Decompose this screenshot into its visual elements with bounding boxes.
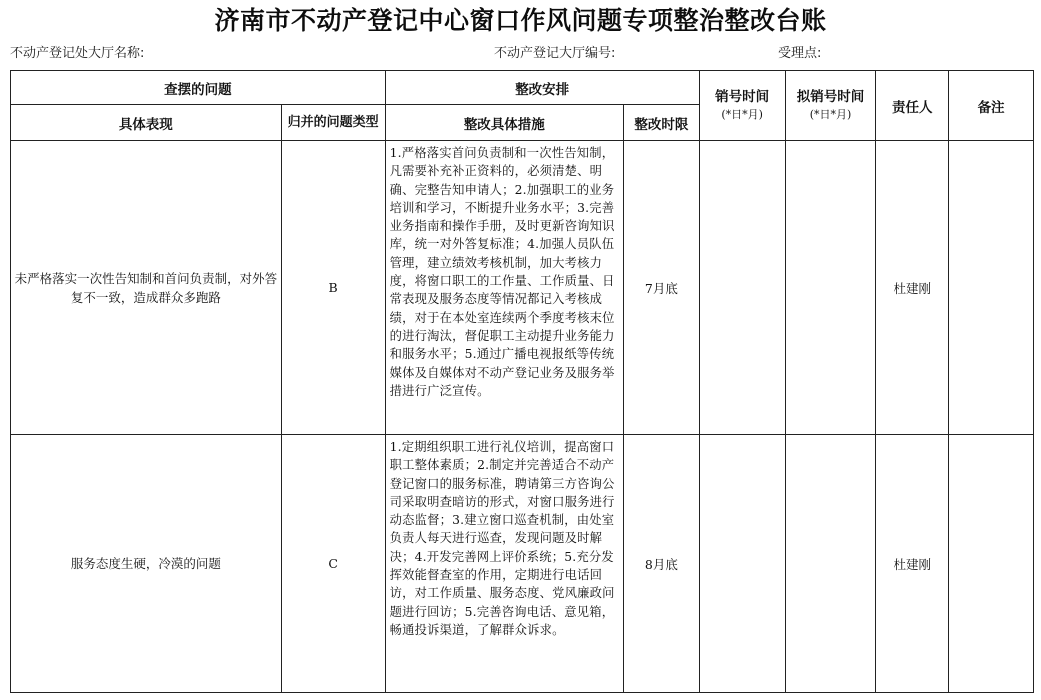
deadline-header: 整改时限 <box>623 105 699 141</box>
measures-header: 整改具体措施 <box>385 105 623 141</box>
office-name-label: 不动产登记处大厅名称: <box>10 46 145 61</box>
hall-number-label: 不动产登记大厅编号: <box>494 46 616 61</box>
planned-cancel-time-format: (*日*月) <box>809 107 852 121</box>
problem-type-cell: B <box>281 141 385 435</box>
header-row-1 <box>11 71 1034 105</box>
planned-cancel-time-cell <box>785 141 876 435</box>
table-row <box>11 435 1034 693</box>
cancel-time-cell <box>699 141 785 435</box>
problems-group-header: 查摆的问题 <box>11 71 386 105</box>
document-title: 济南市不动产登记中心窗口作风问题专项整治整改台账 <box>214 6 827 35</box>
cancel-time-format: (*日*月) <box>721 107 763 121</box>
acceptance-point-label: 受理点: <box>778 46 822 61</box>
manifestation-header: 具体表现 <box>11 105 282 141</box>
planned-cancel-time-cell <box>785 435 876 693</box>
problem-type-header: 归并的问题类型 <box>281 105 385 141</box>
planned-cancel-time-header <box>785 71 876 141</box>
table-row <box>11 141 1034 435</box>
remarks-header: 备注 <box>949 71 1034 141</box>
measures-cell: 1.定期组织职工进行礼仪培训，提高窗口职工整体素质；2.制定并完善适合不动产登记窗口的服务标准，聘请第三方咨询公司采取明查暗访的形式，对窗口服务进行动态监督；3.建立窗口巡查机制，由处室负责人每天进行巡查，发现问题及时解决；4.开发完善网上评价系统；5.充分发挥效能督查室的作用，定期进行电话回访，对工作质量、服务态度、党风廉政问题进行回访；5.完善咨询电话、意见箱，畅通投诉渠道，了解群众诉求。 <box>385 435 623 693</box>
cancel-time-label: 销号时间 <box>715 88 770 105</box>
responsible-header: 责任人 <box>876 71 949 141</box>
deadline-cell: 7月底 <box>623 141 699 435</box>
responsible-cell: 杜建刚 <box>876 141 949 435</box>
problem-type-cell: C <box>281 435 385 693</box>
responsible-cell: 杜建刚 <box>876 435 949 693</box>
remarks-cell <box>949 141 1034 435</box>
cancel-time-cell <box>699 435 785 693</box>
rectification-ledger-table <box>10 70 1034 693</box>
planned-cancel-time-label: 拟销号时间 <box>796 88 865 105</box>
measures-cell: 1.严格落实首问负责制和一次性告知制，凡需要补充补正资料的，必须清楚、明确、完整告知申请人；2.加强职工的业务培训和学习，不断提升业务水平；3.完善业务指南和操作手册，及时更新咨询知识库，统一对外答复标准；4.加强人员队伍管理，建立绩效考核机制，加大考核力度，将窗口职工的工作量、工作质量、日常表现及服务态度等情况都记入考核成绩，对于在本处室连续两个季度考核末位的进行淘汰，督促职工主动提升业务能力和服务水平；5.通过广播电视报纸等传统媒体及自媒体对不动产登记业务及服务举措进行广泛宣传。 <box>385 141 623 435</box>
deadline-cell: 8月底 <box>623 435 699 693</box>
manifestation-cell: 未严格落实一次性告知制和首问负责制，对外答复不一致，造成群众多跑路 <box>11 141 282 435</box>
cancel-time-header <box>699 71 785 141</box>
remarks-cell <box>949 435 1034 693</box>
manifestation-cell: 服务态度生硬，冷漠的问题 <box>11 435 282 693</box>
rectification-group-header: 整改安排 <box>385 71 699 105</box>
